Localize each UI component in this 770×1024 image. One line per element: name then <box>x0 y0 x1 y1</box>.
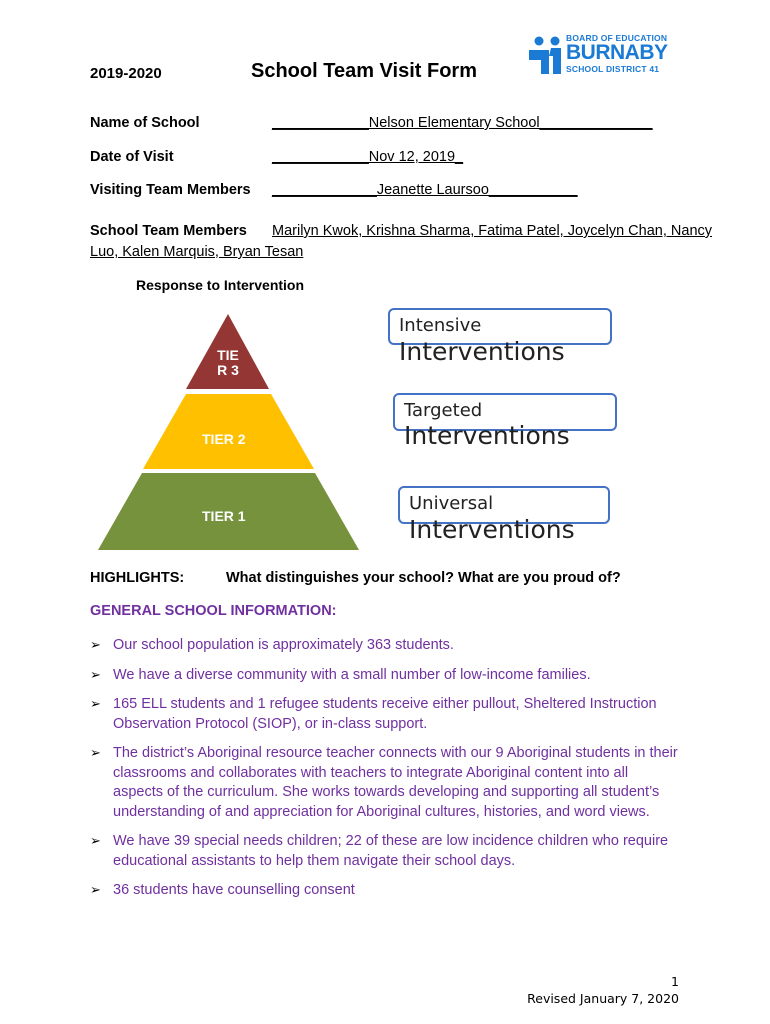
general-info-heading: GENERAL SCHOOL INFORMATION: <box>90 603 337 619</box>
revised-date: Revised January 7, 2020 <box>527 991 679 1006</box>
visiting-team-label: Visiting Team Members <box>90 182 251 198</box>
school-name-value: ____________Nelson Elementary School______________ <box>272 115 653 131</box>
targeted-big-label: Interventions <box>404 421 570 450</box>
arrow-bullet-icon: ➢ <box>90 746 101 761</box>
arrow-bullet-icon: ➢ <box>90 697 101 712</box>
arrow-bullet-icon: ➢ <box>90 638 101 653</box>
arrow-bullet-icon: ➢ <box>90 834 101 849</box>
list-item: ➢ 36 students have counselling consent <box>90 881 680 901</box>
intensive-small-label: Intensive <box>399 315 482 336</box>
list-item: ➢ We have a diverse community with a small number of low-income families. <box>90 666 680 686</box>
highlights-question: What distinguishes your school? What are you proud of? <box>226 570 621 586</box>
highlights-label: HIGHLIGHTS: <box>90 570 185 586</box>
universal-big-label: Interventions <box>409 515 575 544</box>
date-label: Date of Visit <box>90 149 174 165</box>
general-info-list <box>90 636 680 901</box>
page-title: School Team Visit Form <box>251 60 477 82</box>
list-item: ➢ We have 39 special needs children; 22 of these are low incidence children who require educational assistants to help them navigate their school days. <box>90 833 669 869</box>
universal-small-label: Universal <box>409 493 494 514</box>
arrow-bullet-icon: ➢ <box>90 667 101 683</box>
school-name-label: Name of School <box>90 115 200 131</box>
school-team-value-line2: Luo, Kalen Marquis, Bryan Tesan <box>90 244 304 260</box>
logo-board-text: BOARD OF EDUCATION <box>566 33 668 43</box>
targeted-small-label: Targeted <box>404 400 483 421</box>
logo-burnaby-text: BURNABY <box>566 41 668 64</box>
list-item: ➢ Our school population is approximately 363 students. <box>90 636 680 656</box>
tier3-label: TIER 3 <box>217 348 239 378</box>
school-team-label: School Team Members <box>90 223 247 239</box>
arrow-bullet-icon: ➢ <box>90 883 101 898</box>
page-number: 1 <box>671 974 679 989</box>
school-team-value-line1: Marilyn Kwok, Krishna Sharma, Fatima Patel, Joycelyn Chan, Nancy <box>272 223 713 239</box>
school-year: 2019-2020 <box>90 65 162 82</box>
list-item: ➢ 165 ELL students and 1 refugee students receive either pullout, Sheltered Instruction Observation Protocol (SIOP), or in-class support. <box>90 696 657 732</box>
rti-heading: Response to Intervention <box>136 277 305 293</box>
list-item: ➢ The district’s Aboriginal resource teacher connects with our 9 Aboriginal students in their classrooms and collaborates with teachers to integrate Aboriginal content into all aspects of the curriculum. She works towards developing and supporting all student’s understanding of and appreciation for Aboriginal cultures, histories, and word views. <box>90 745 678 820</box>
tier1-label: TIER 1 <box>202 508 246 524</box>
tier2-label: TIER 2 <box>202 431 246 447</box>
logo-district-text: SCHOOL DISTRICT 41 <box>566 64 660 74</box>
intensive-big-label: Interventions <box>399 337 565 366</box>
visiting-team-value: _____________Jeanette Laursoo___________ <box>272 182 578 198</box>
date-value: ____________Nov 12, 2019_ <box>272 149 464 165</box>
